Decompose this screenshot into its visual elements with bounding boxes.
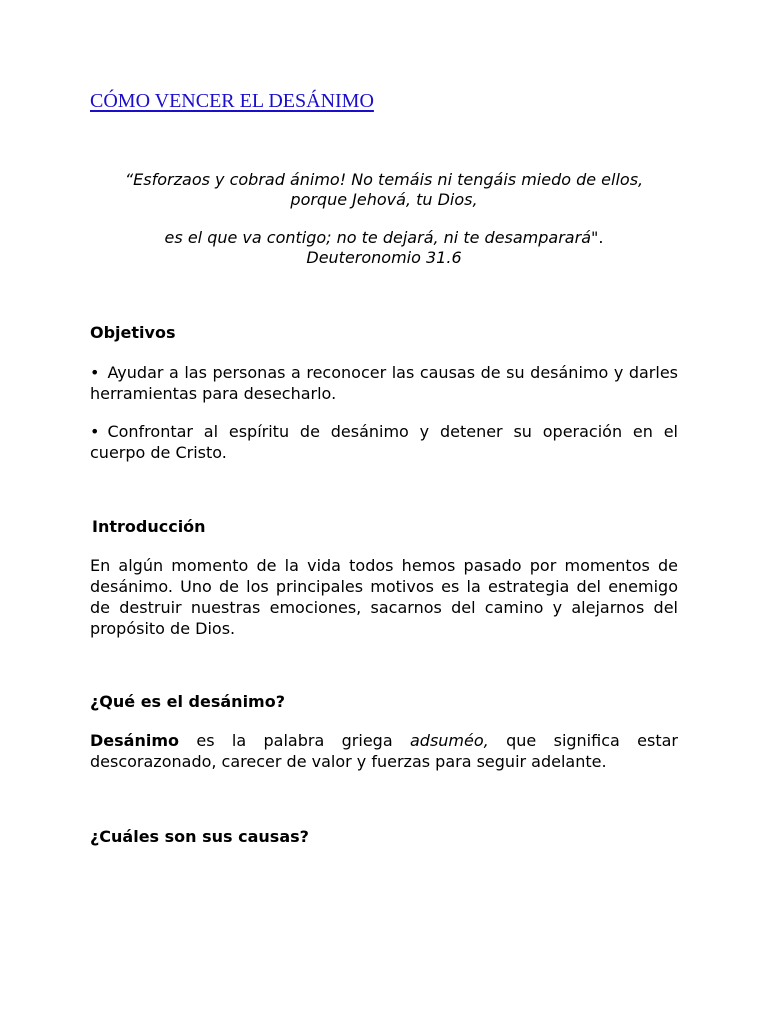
causas-heading: ¿Cuáles son sus causas? [90,827,309,846]
objetivo-item-1 [90,362,678,404]
quote-reference: Deuteronomio 31.6 [306,248,462,267]
que-es-paragraph [90,730,678,772]
term-desanimo: Desánimo [90,731,179,750]
objetivo-item-2 [90,421,678,463]
document-title-link[interactable]: CÓMO VENCER EL DESÁNIMO [90,90,374,112]
introduccion-heading: Introducción [92,517,206,536]
document-page [90,0,678,1024]
introduccion-paragraph: En algún momento de la vida todos hemos pasado por momentos de desánimo. Uno de los principales motivos es la estrategia del enemigo de destruir nuestras emociones, sacarnos del camino y alejarnos del propósito de Dios. [90,556,678,638]
quote-line-1: “Esforzaos y cobrad ánimo! No temáis ni tengáis miedo de ellos, [124,170,644,189]
quote-line-3-text: es el que va contigo; no te dejará, ni te desamparará [164,228,591,247]
que-es-text-before: es la palabra griega [179,731,410,750]
que-es-text-after: que significa estar descorazonado, carecer de valor y fuerzas para seguir adelante. [90,731,679,771]
quote-line-2: porque Jehová, tu Dios, [290,190,478,209]
bullet-icon: • [90,422,100,441]
bullet-icon: • [90,363,100,382]
objetivos-heading: Objetivos [90,323,176,342]
greek-word: adsuméo, [409,731,489,750]
que-es-heading: ¿Qué es el desánimo? [90,692,285,711]
objetivo-item-2-text: Confrontar al espíritu de desánimo y detener su operación en el cuerpo de Cristo. [90,422,678,462]
objetivo-item-1-text: Ayudar a las personas a reconocer las causas de su desánimo y darles herramientas para desecharlo. [90,363,678,403]
quote-line-3-end: ". [591,228,604,247]
quote-line-3 [90,228,678,248]
